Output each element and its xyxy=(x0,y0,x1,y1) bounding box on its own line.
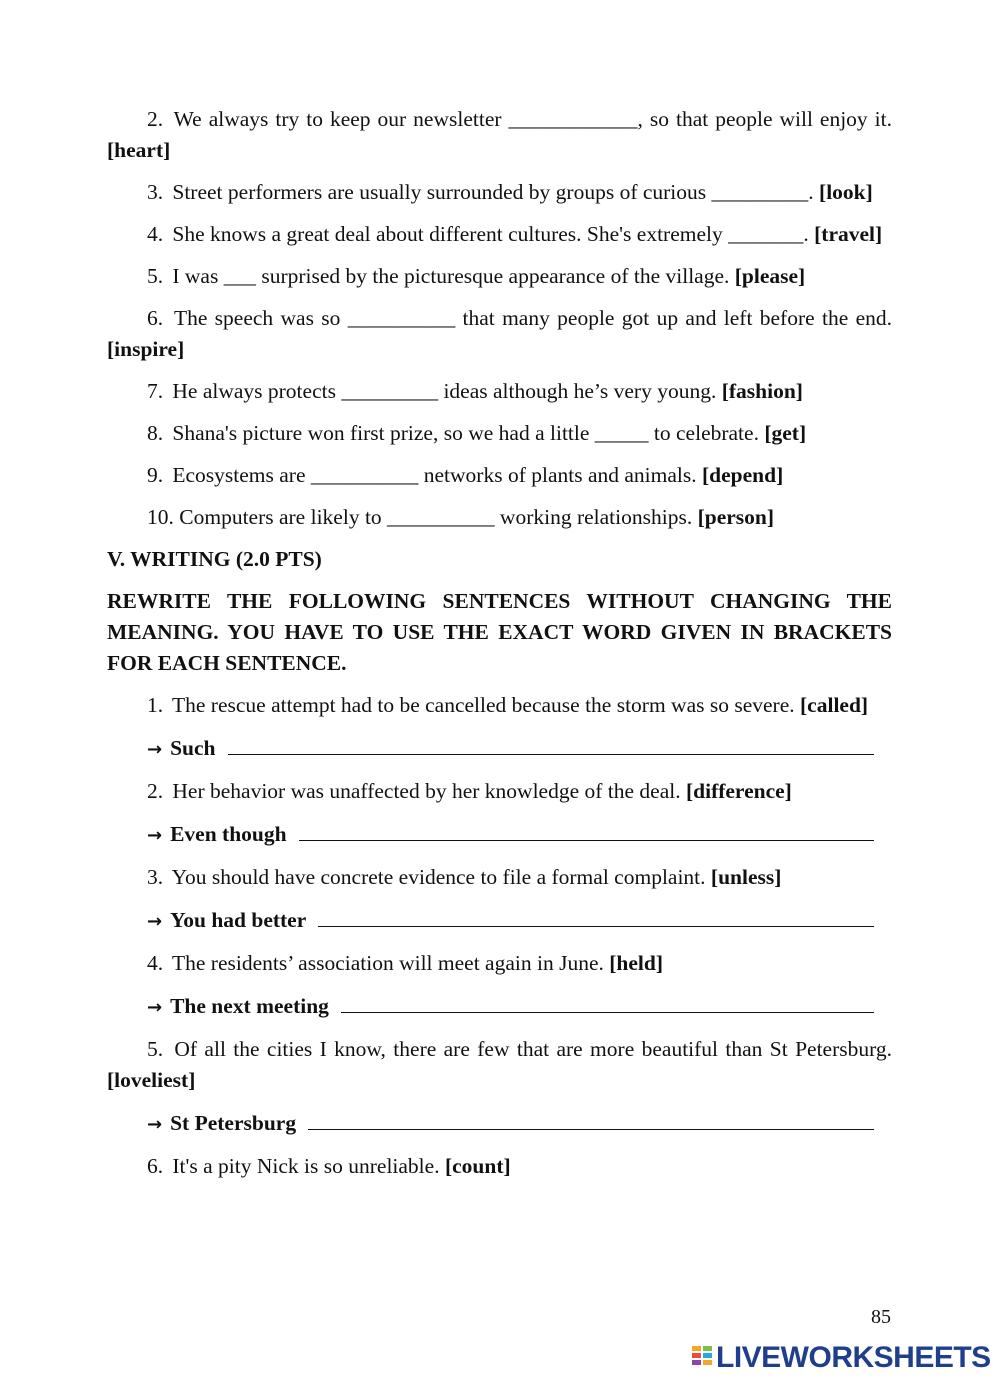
hint-word: [get] xyxy=(764,421,807,445)
hint-word: [loveliest] xyxy=(107,1068,196,1092)
hint-word: [held] xyxy=(609,951,663,975)
answer-blank[interactable] xyxy=(341,990,874,1013)
watermark-text: LIVEWORKSHEETS xyxy=(716,1341,991,1374)
liveworksheets-logo[interactable] xyxy=(692,1341,991,1374)
exercise-item: 9. Ecosystems are __________ networks of plants and animals. [depend] xyxy=(147,463,784,487)
sentence-start: The next meeting xyxy=(170,994,329,1018)
rewrite-item: 2. Her behavior was unaffected by her knowledge of the deal. [difference] xyxy=(147,779,792,803)
rewrite-item: 3. You should have concrete evidence to file a formal complaint. [unless] xyxy=(147,865,782,889)
answer-line xyxy=(107,818,892,851)
arrow-right-icon: → xyxy=(147,739,163,760)
hint-word: [inspire] xyxy=(107,337,185,361)
hint-word: [person] xyxy=(697,505,775,529)
hint-word: [travel] xyxy=(814,222,883,246)
arrow-right-icon: → xyxy=(147,1114,163,1135)
answer-blank[interactable] xyxy=(228,732,874,755)
hint-word: [depend] xyxy=(702,463,784,487)
exercise-item: 2. We always try to keep our newsletter ____________, so that people will enjoy it. [heart] xyxy=(107,107,892,162)
exercise-item: 8. Shana's picture won first prize, so we had a little _____ to celebrate. [get] xyxy=(147,421,807,445)
hint-word: [unless] xyxy=(710,865,782,889)
answer-blank[interactable] xyxy=(299,818,874,841)
arrow-right-icon: → xyxy=(147,997,163,1018)
answer-line xyxy=(107,1107,892,1140)
liveworksheets-logo-icon xyxy=(692,1346,714,1370)
sentence-start: Such xyxy=(170,736,216,760)
hint-word: [look] xyxy=(819,180,873,204)
hint-word: [difference] xyxy=(685,779,792,803)
answer-line xyxy=(107,990,892,1023)
sentence-start: St Petersburg xyxy=(170,1111,297,1135)
worksheet-page xyxy=(107,104,892,1193)
rewrite-item: 6. It's a pity Nick is so unreliable. [count] xyxy=(147,1154,511,1178)
section-instruction: REWRITE THE FOLLOWING SENTENCES WITHOUT CHANGING THE MEANING. YOU HAVE TO USE THE EXACT WORD GIVEN IN BRACKETS FOR EACH SENTENCE. xyxy=(107,589,892,675)
exercise-item: 3. Street performers are usually surrounded by groups of curious _________. [look] xyxy=(147,180,873,204)
answer-line xyxy=(107,904,892,937)
answer-blank[interactable] xyxy=(308,1107,874,1130)
exercise-item: 6. The speech was so __________ that many people got up and left before the end. [inspire] xyxy=(107,306,892,361)
rewrite-item: 1. The rescue attempt had to be cancelled because the storm was so severe. [called] xyxy=(147,693,869,717)
page-number: 85 xyxy=(871,1306,891,1328)
section-title: V. WRITING (2.0 PTS) xyxy=(107,547,322,571)
arrow-right-icon: → xyxy=(147,911,163,932)
rewrite-item: 4. The residents’ association will meet again in June. [held] xyxy=(147,951,663,975)
sentence-start: You had better xyxy=(170,908,307,932)
answer-blank[interactable] xyxy=(318,904,874,927)
hint-word: [heart] xyxy=(107,138,171,162)
hint-word: [please] xyxy=(734,264,806,288)
hint-word: [called] xyxy=(800,693,869,717)
exercise-item: 5. I was ___ surprised by the picturesque appearance of the village. [please] xyxy=(147,264,806,288)
exercise-item: 10. Computers are likely to __________ working relationships. [person] xyxy=(147,505,775,529)
arrow-right-icon: → xyxy=(147,825,163,846)
rewrite-item: 5. Of all the cities I know, there are few that are more beautiful than St Petersburg. [loveliest] xyxy=(107,1037,893,1092)
hint-word: [fashion] xyxy=(721,379,803,403)
answer-line xyxy=(107,732,892,765)
exercise-item: 4. She knows a great deal about different cultures. She's extremely _______. [travel] xyxy=(147,222,883,246)
exercise-item: 7. He always protects _________ ideas although he’s very young. [fashion] xyxy=(147,379,803,403)
sentence-start: Even though xyxy=(170,822,287,846)
hint-word: [count] xyxy=(444,1154,511,1178)
